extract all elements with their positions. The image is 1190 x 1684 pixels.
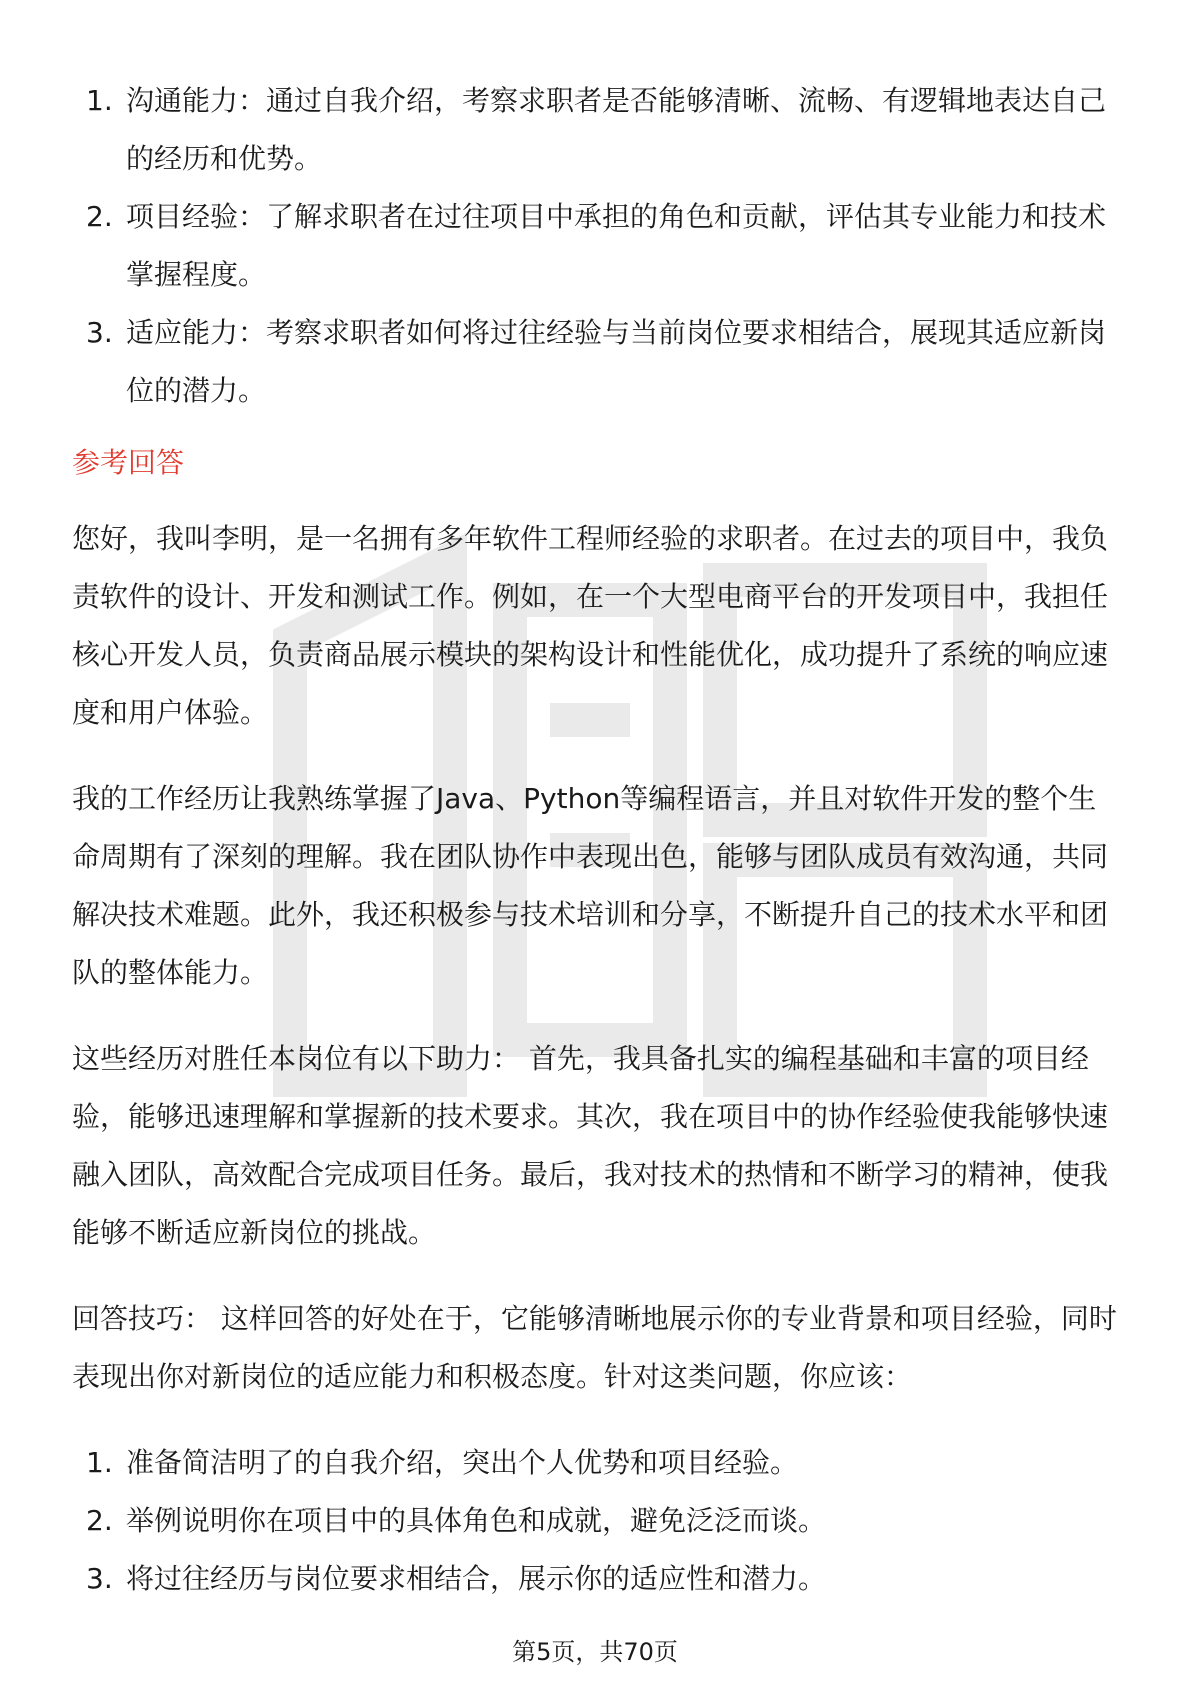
list-item	[72, 1492, 1122, 1550]
answer-paragraph: 这些经历对胜任本岗位有以下助力： 首先，我具备扎实的编程基础和丰富的项目经验，能够迅速理解和掌握新的技术要求。其次，我在项目中的协作经验使我能够快速融入团队，高效配合完成项目任务。最后，我对技术的热情和不断学习的精神，使我能够不断适应新岗位的挑战。	[72, 1042, 1109, 1249]
list-text: 准备简洁明了的自我介绍，突出个人优势和项目经验。	[126, 1446, 799, 1479]
list-number: 1.	[86, 84, 113, 117]
answer-paragraph: 您好，我叫李明，是一名拥有多年软件工程师经验的求职者。在过去的项目中，我负责软件的设计、开发和测试工作。例如，在一个大型电商平台的开发项目中，我担任核心开发人员，负责商品展示模块的架构设计和性能优化，成功提升了系统的响应速度和用户体验。	[72, 522, 1109, 729]
list-text: 沟通能力：通过自我介绍，考察求职者是否能够清晰、流畅、有逻辑地表达自己的经历和优势。	[126, 84, 1107, 175]
tips-list	[72, 1434, 1122, 1608]
list-number: 2.	[86, 1504, 113, 1537]
list-item	[72, 1434, 1122, 1492]
page-content	[72, 72, 1122, 1608]
list-number: 3.	[86, 316, 113, 349]
section-title-reference-answer: 参考回答	[72, 446, 185, 479]
list-text: 适应能力：考察求职者如何将过往经验与当前岗位要求相结合，展现其适应新岗位的潜力。	[126, 316, 1107, 407]
list-number: 1.	[86, 1446, 113, 1479]
list-item	[72, 1550, 1122, 1608]
answer-paragraph: 我的工作经历让我熟练掌握了Java、Python等编程语言，并且对软件开发的整个生命周期有了深刻的理解。我在团队协作中表现出色，能够与团队成员有效沟通，共同解决技术难题。此外，我还积极参与技术培训和分享，不断提升自己的技术水平和团队的整体能力。	[72, 782, 1109, 989]
list-text: 举例说明你在项目中的具体角色和成就，避免泛泛而谈。	[126, 1504, 827, 1537]
list-text: 将过往经历与岗位要求相结合，展示你的适应性和潜力。	[126, 1562, 827, 1595]
list-number: 3.	[86, 1562, 113, 1595]
list-item	[72, 188, 1122, 304]
list-number: 2.	[86, 200, 113, 233]
list-text: 项目经验：了解求职者在过往项目中承担的角色和贡献，评估其专业能力和技术掌握程度。	[126, 200, 1107, 291]
evaluation-points-list	[72, 72, 1122, 420]
list-item	[72, 304, 1122, 420]
list-item	[72, 72, 1122, 188]
answer-tips-paragraph: 回答技巧： 这样回答的好处在于，它能够清晰地展示你的专业背景和项目经验，同时表现出你对新岗位的适应能力和积极态度。针对这类问题，你应该：	[72, 1302, 1117, 1393]
page-footer: 第5页，共70页	[512, 1638, 678, 1666]
